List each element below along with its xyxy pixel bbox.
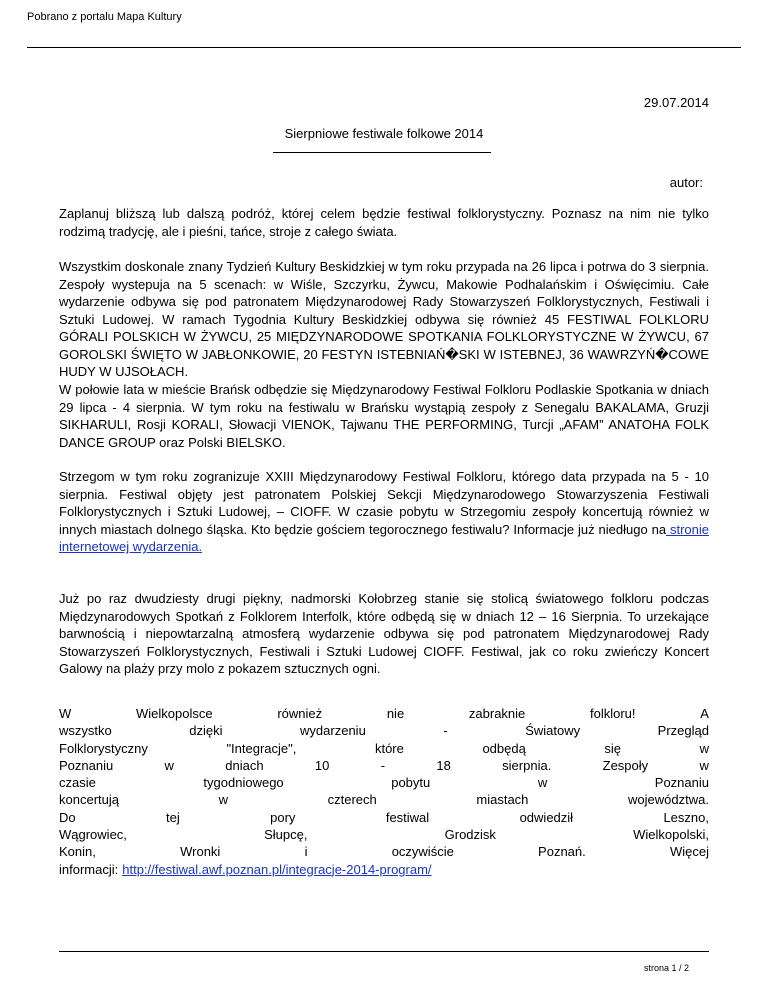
- event-website-link[interactable]: stronie internetowej wydarzenia.: [59, 521, 709, 554]
- word: w: [218, 792, 228, 808]
- word: wszystko: [59, 723, 112, 739]
- word: czasie: [59, 775, 96, 791]
- text-line: [59, 705, 709, 722]
- word: 10: [314, 757, 330, 773]
- word: Poznaniu: [654, 775, 709, 791]
- header-rule: [27, 47, 741, 48]
- word: Przegląd: [657, 723, 709, 739]
- more-info-label: informacji:: [59, 861, 119, 877]
- word: oczywiście: [391, 844, 454, 860]
- word: Folklorystyczny: [59, 740, 148, 756]
- word: które: [374, 740, 404, 756]
- word: Wągrowiec,: [59, 827, 127, 843]
- text-line: [59, 757, 709, 774]
- word: w: [537, 775, 548, 791]
- word: tej: [166, 809, 180, 825]
- text-line: [59, 861, 709, 878]
- word: również: [277, 706, 323, 721]
- word: Grodzisk: [444, 827, 496, 843]
- word: Konin,: [59, 844, 96, 860]
- word: dzięki: [189, 723, 223, 739]
- text-line: [59, 791, 709, 808]
- word: Wronki: [180, 844, 221, 860]
- word: folkloru!: [590, 706, 636, 721]
- word: pory: [270, 809, 296, 825]
- word: czterech: [327, 792, 377, 808]
- word: odbędą: [482, 740, 526, 756]
- word: Światowy: [525, 723, 581, 739]
- text-line: [59, 843, 709, 860]
- word: w: [699, 757, 709, 773]
- source-header: Pobrano z portalu Mapa Kultury: [27, 11, 182, 23]
- page-title: Sierpniowe festiwale folkowe 2014: [284, 126, 484, 141]
- wielkopolska-paragraph: [59, 705, 709, 878]
- word: Leszno,: [663, 809, 709, 825]
- word: w: [164, 757, 174, 773]
- word: pobytu: [391, 775, 431, 791]
- word: "Integracje",: [226, 740, 297, 756]
- title-underline: [273, 152, 491, 153]
- strzegom-text: Strzegom w tym roku zogranizuje XXIII Międzynarodowy Festiwal Folkloru, którego data przypada na 5 - 10 sierpnia. Festiwal objęty jest patronatem Polskiej Sekcji Międzynarodowego Stowarzyszenia Festiwali Folklorystycznych i Sztuki Ludowej, – CIOFF. W czasie pobytu w Strzegomiu zespoły koncertują również w innych miastach dolnego śląska. Kto będzie gościem tegorocznego festiwalu? Informacje już niedługo na: [59, 469, 709, 537]
- word: Poznań.: [538, 844, 586, 860]
- word: wydarzeniu: [300, 723, 366, 739]
- word: -: [380, 757, 386, 773]
- word: tygodniowego: [203, 775, 284, 791]
- text-line: [59, 740, 709, 757]
- word: zabraknie: [468, 706, 526, 721]
- text-line: [59, 722, 709, 739]
- word: Słupcę,: [264, 827, 308, 843]
- word: Do: [59, 809, 76, 825]
- word: koncertują: [59, 792, 119, 808]
- word: odwiedził: [519, 809, 574, 825]
- integracje-program-link[interactable]: http://festiwal.awf.poznan.pl/integracje-2014-program/: [122, 861, 432, 877]
- text-line: [59, 826, 709, 843]
- text-line: [59, 809, 709, 826]
- word: W: [59, 706, 72, 721]
- author-label: autor:: [669, 175, 703, 190]
- word: Więcej: [669, 844, 709, 860]
- strzegom-paragraph: [59, 468, 709, 556]
- page-number: strona 1 / 2: [643, 963, 689, 973]
- word: w: [699, 740, 709, 756]
- word: Wielkopolsce: [136, 706, 213, 721]
- beskidy-paragraph: Wszystkim doskonale znany Tydzień Kultury Beskidzkiej w tym roku przypada na 26 lipca i potrwa do 3 sierpnia. Zespoły wystepuja na 5 scenach: w Wiśle, Szczyrku, Żywcu, Makowie Podhalańskim i Oświęcimiu. Całe wydarzenie odbywa się pod patronatem Międzynarodowej Rady Stowarzyszeń Folklorystycznych, Festiwali i Sztuki Ludowej. W ramach Tygodnia Kultury Beskidzkiej odbywa się również 45 FESTIWAL FOLKLORU GÓRALI POLSKICH W ŻYWCU, 25 MIĘDZYNARODOWE SPOTKANIA FOLKLORYSTYCZNE W ŻYWCU, 67 GOROLSKI ŚWIĘTO W JABŁONKOWIE, 20 FESTYN ISTEBNIAŃ�SKI W ISTEBNEJ, 36 WAWRZYŃ�COWE HUDY W UJSOŁACH.: [59, 259, 709, 379]
- footer-rule: [59, 951, 709, 952]
- word: i: [304, 844, 308, 860]
- word: nie: [386, 706, 405, 721]
- article-date: 29.07.2014: [643, 95, 709, 110]
- word: 18: [436, 757, 451, 773]
- word: miastach: [476, 792, 529, 808]
- word: festiwal: [385, 809, 430, 825]
- kolobrzeg-paragraph: Już po raz dwudziesty drugi piękny, nadmorski Kołobrzeg stanie się stolicą światowego folkloru podczas Międzynarodowych Spotkań z Folklorem Interfolk, które odbędą się w dniach 12 – 16 Sierpnia. To urzekające barwnością i niepowtarzalną atmosferą wydarzenie odbywa się pod patronatem Międzynarodowej Rady Stowarzyszeń Folklorystycznych, Festiwali i Sztuki Ludowej CIOFF. Festiwal, jak co roku zwieńczy Koncert Galowy na plaży przy molo z pokazem sztucznych ogni.: [59, 591, 709, 676]
- text-line: [59, 774, 709, 791]
- word: się: [604, 740, 622, 756]
- word: A: [700, 706, 709, 721]
- intro-paragraph: Zaplanuj bliższą lub dalszą podróż, której celem będzie festiwal folklorystyczny. Poznasz na nim nie tylko rodzimą tradycję, ale i pieśni, tańce, stroje z całego świata.: [59, 206, 709, 239]
- word: Zespoły: [602, 757, 649, 773]
- word: dniach: [225, 757, 264, 773]
- word: Poznaniu: [59, 757, 114, 773]
- word: sierpnia.: [502, 757, 552, 773]
- bransk-paragraph: W połowie lata w mieście Brańsk odbędzie się Międzynarodowy Festiwal Folkloru Podlaskie Spotkania w dniach 29 lipca - 4 sierpnia. W tym roku na festiwalu w Brańsku wystąpią zespoły z Senegalu BAKALAMA, Gruzji SIKHARULI, Rosji KORALI, Słowacji VIENOK, Tajwanu THE PERFORMING, Turcji „AFAM” ANATOHA FOLK DANCE GROUP oraz Polski BIELSKO.: [59, 382, 709, 450]
- word: Wielkopolski,: [633, 827, 709, 843]
- word: -: [443, 723, 448, 739]
- word: województwa.: [628, 792, 709, 808]
